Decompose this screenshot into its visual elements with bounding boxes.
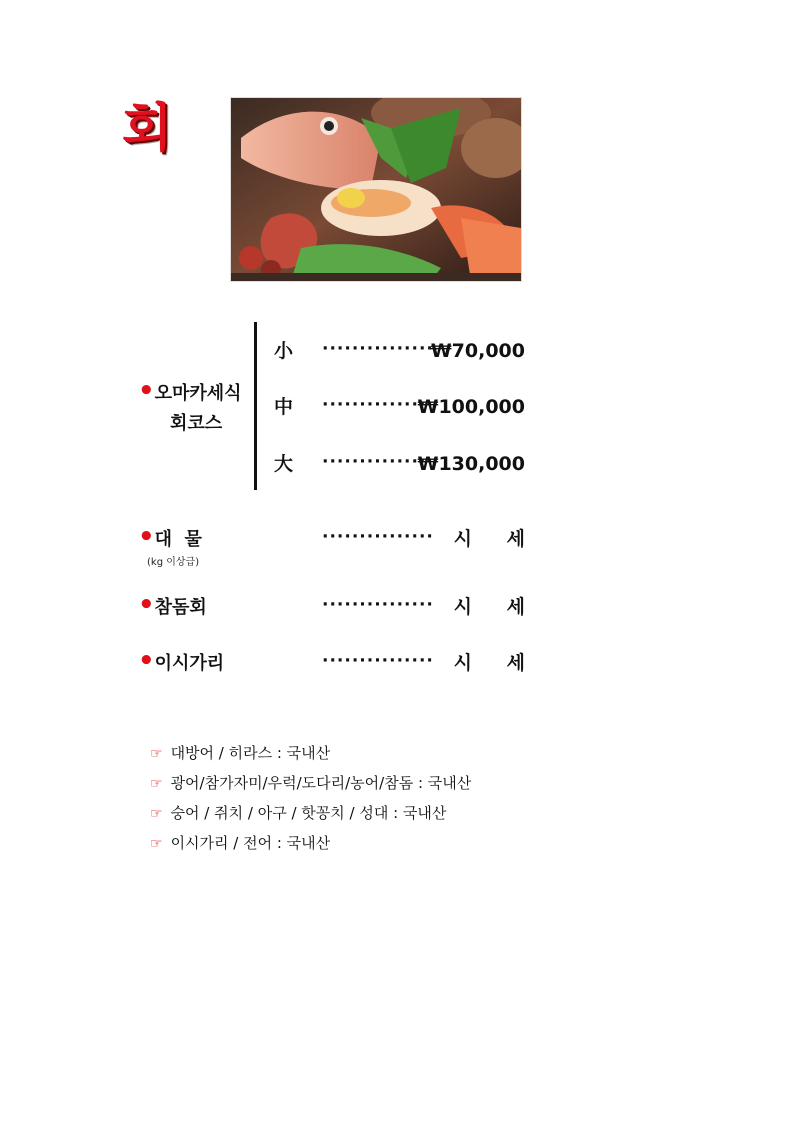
origin-note — [150, 742, 670, 765]
leader-dots: ··············· — [322, 395, 434, 415]
origin-text: 대방어 / 히라스 : 국내산 — [170, 744, 331, 762]
item-name: 참돔회 — [154, 597, 207, 618]
market-price: 시 세 — [453, 652, 525, 674]
bullet-icon: • — [138, 646, 155, 676]
sashimi-photo — [230, 97, 522, 282]
size-label: 中 — [274, 396, 294, 418]
market-price: 시 세 — [453, 596, 525, 618]
size-label: 小 — [274, 340, 294, 362]
item-subtext: (kg 이상급) — [147, 557, 200, 568]
course-option-large — [0, 449, 800, 479]
item-name: 이시가리 — [154, 653, 225, 674]
menu-item-daemul — [0, 524, 800, 554]
market-price: 시 세 — [453, 528, 525, 550]
sashimi-platter-image — [231, 98, 521, 281]
origin-text: 숭어 / 쥐치 / 아구 / 핫꽁치 / 성대 : 국내산 — [170, 804, 447, 822]
bullet-icon: • — [138, 376, 155, 406]
bullet-icon: • — [138, 590, 155, 620]
course-name-line2: 회코스 — [170, 413, 223, 434]
price: ₩130,000 — [417, 453, 525, 475]
item-name: 대 물 — [154, 529, 202, 550]
menu-item-ishigari — [0, 648, 800, 678]
pointing-hand-icon: ☞ — [150, 806, 163, 822]
bullet-icon: • — [138, 522, 155, 552]
page-title: 회 — [122, 99, 171, 159]
pointing-hand-icon: ☞ — [150, 746, 163, 762]
menu-item-chamdom — [0, 592, 800, 622]
pointing-hand-icon: ☞ — [150, 836, 163, 852]
leader-dots: ··············· — [322, 339, 434, 359]
course-name-line1: 오마카세식 — [154, 383, 242, 404]
course-option-small — [0, 336, 800, 366]
pointing-hand-icon: ☞ — [150, 776, 163, 792]
origin-note — [150, 802, 670, 825]
price: ₩70,000 — [430, 340, 525, 362]
leader-dots: ··············· — [322, 527, 434, 547]
size-label: 大 — [274, 453, 294, 475]
origin-note — [150, 772, 670, 795]
course-option-medium — [0, 392, 800, 422]
price: ₩100,000 — [417, 396, 525, 418]
leader-dots: ··············· — [322, 452, 434, 472]
origin-text: 광어/참가자미/우럭/도다리/농어/참돔 : 국내산 — [170, 774, 472, 792]
origin-note — [150, 832, 670, 855]
leader-dots: ··············· — [322, 651, 434, 671]
origin-text: 이시가리 / 전어 : 국내산 — [170, 834, 331, 852]
leader-dots: ··············· — [322, 595, 434, 615]
